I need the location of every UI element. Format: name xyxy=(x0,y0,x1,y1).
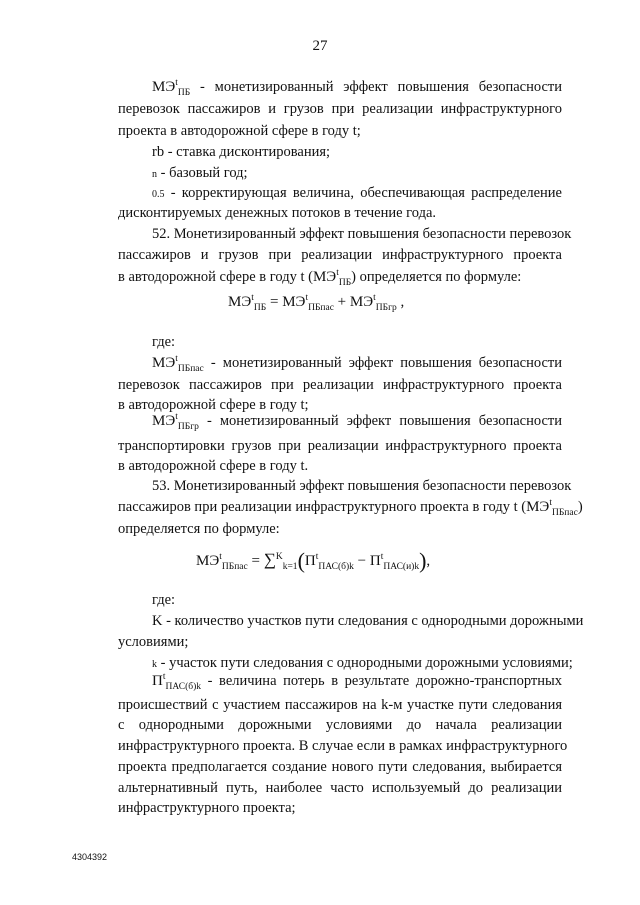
k05-line1: 0.5 - корректирующая величина, обеспечивающая распределение xyxy=(152,185,562,201)
formula-me-pb: $МЭ^t_{ПБ} = МЭ^t_{ПБпас} + МЭ^t_{ПБгр}$ , xyxy=(228,293,405,313)
p53-line3: определяется по формуле: xyxy=(118,521,280,537)
pb-line3: с однородными дорожными условиями до начала реализации xyxy=(118,717,562,733)
where-label-1: где: xyxy=(152,334,176,350)
n-line: n - базовый год; xyxy=(152,165,248,181)
where-label-2: где: xyxy=(152,592,176,608)
pas-line2: перевозок пассажиров при реализации инфраструктурного проекта xyxy=(118,377,562,393)
pb-line7: инфраструктурного проекта; xyxy=(118,800,296,816)
p53-line1: 53. Монетизированный эффект повышения безопасности перевозок xyxy=(152,478,572,494)
pas-line1: $МЭ^t_{ПБпас}$ - монетизированный эффект повышения безопасности xyxy=(152,354,562,374)
p52-line3: в автодорожной сфере в году t $(МЭ^t_{ПБ})$ определяется по формуле: xyxy=(118,268,522,288)
pb-line5: проекта предполагается создание нового пути следования, выбирается xyxy=(118,759,562,775)
k-line: k - участок пути следования с однородными дорожными условиями; xyxy=(152,655,573,671)
pas-line3: в автодорожной сфере в году t; xyxy=(118,397,309,413)
pb-line1: $П^t_{ПАС(б)k}$ - величина потерь в результате дорожно-транспортных xyxy=(152,672,562,692)
footer-code: 4304392 xyxy=(72,852,108,862)
gr-line3: в автодорожной сфере в году t. xyxy=(118,458,309,474)
formula-me-pbpas: $МЭ^t_{ПБпас} = \sum^K_{k=1}(П^t_{ПАС(б)k} - П^t_{ПАС(и)k})$, xyxy=(196,548,431,573)
p52-line1: 52. Монетизированный эффект повышения безопасности перевозок xyxy=(152,226,572,242)
page-number: 27 xyxy=(312,38,328,54)
K-line1: K - количество участков пути следования с однородными дорожными xyxy=(152,613,584,629)
sum-symbol: ∑ xyxy=(263,550,276,569)
gr-line1: $МЭ^t_{ПБгр}$ - монетизированный эффект повышения безопасности xyxy=(152,412,563,432)
k05-line2: дисконтируемых денежных потоков в течение года. xyxy=(118,205,437,221)
me-pb-symbol: $МЭ^t_{ПБ}$ xyxy=(152,78,191,98)
p1-line2: перевозок пассажиров и грузов при реализации инфраструктурного xyxy=(118,101,562,117)
p1-line1: $МЭ^t_{ПБ}$ - монетизированный эффект повышения безопасности xyxy=(152,78,562,98)
K-line2: условиями; xyxy=(118,634,189,650)
pb-line6: альтернативный путь, наиболее часто используемый до реализации xyxy=(118,780,562,796)
gr-line2: транспортировки грузов при реализации инфраструктурного проекта xyxy=(118,438,562,454)
pb-line2: происшествий с участием пассажиров на k-м участке пути следования xyxy=(118,697,562,713)
p52-line2: пассажиров и грузов при реализации инфраструктурного проекта xyxy=(118,247,562,263)
p53-line2: пассажиров при реализации инфраструктурного проекта в году t $(МЭ^t_{ПБпас})$ xyxy=(118,498,583,518)
p1-line3: проекта в автодорожной сфере в году t; xyxy=(118,123,361,139)
rb-line: rb - ставка дисконтирования; xyxy=(152,144,331,160)
pb-line4: инфраструктурного проекта. В случае если в рамках инфраструктурного xyxy=(118,738,568,754)
